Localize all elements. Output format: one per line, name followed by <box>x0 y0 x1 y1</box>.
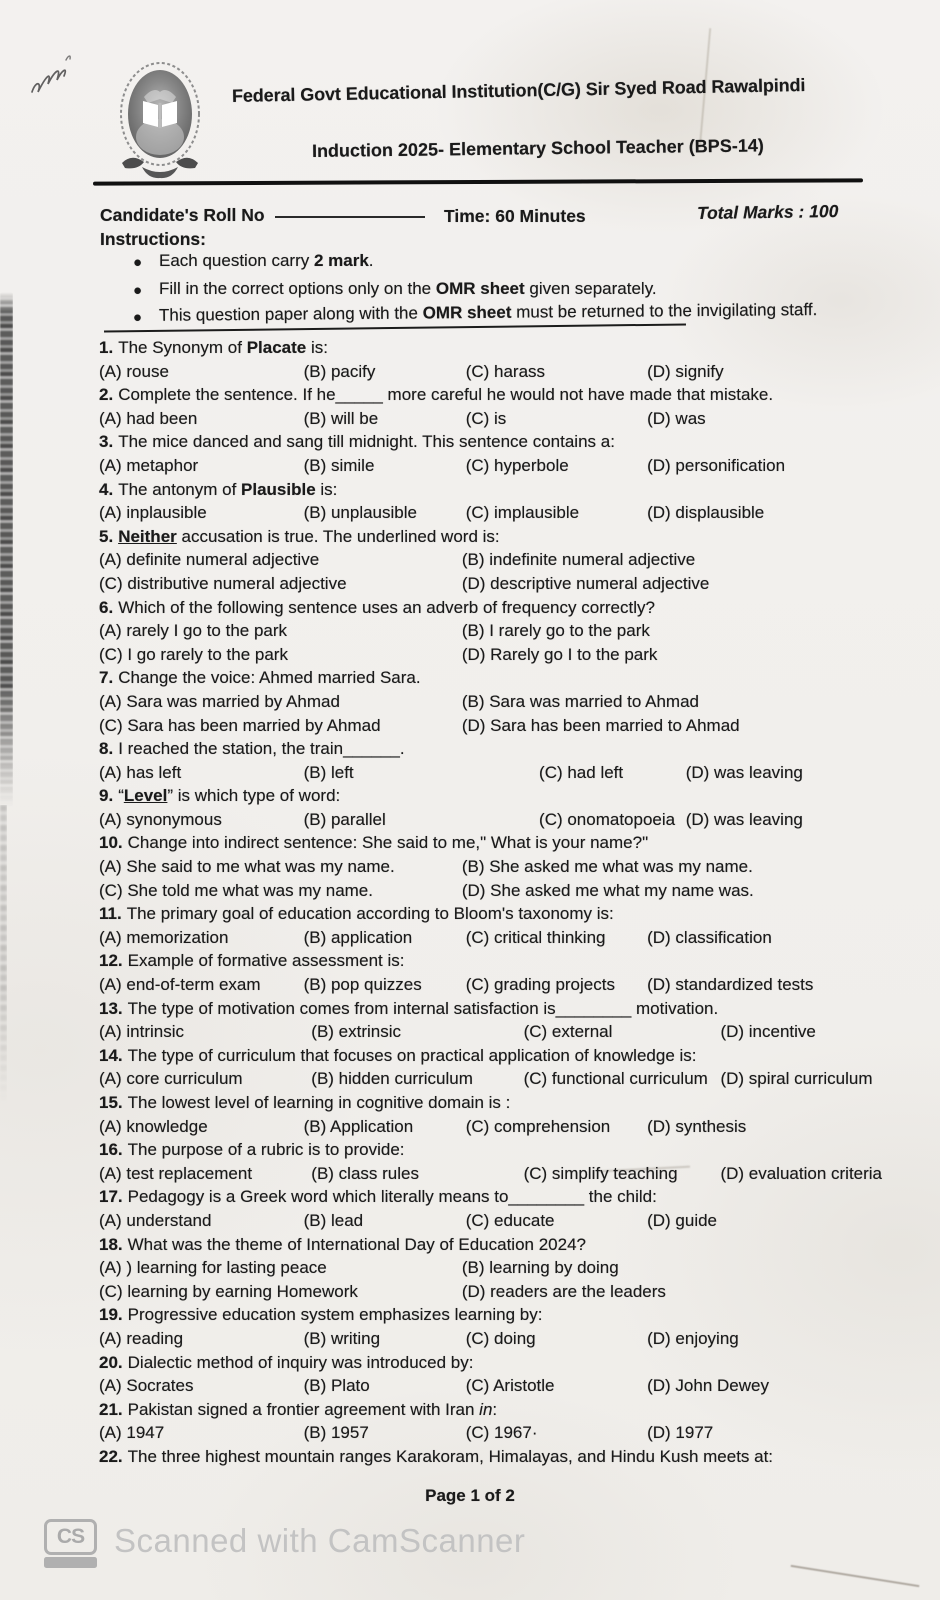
question-number: 21. <box>99 1399 123 1419</box>
question <box>99 902 871 949</box>
text-segment: is: <box>315 479 338 499</box>
option: (C) 1967· <box>465 1423 538 1443</box>
text-segment: Pakistan signed a frontier agreement with Iran <box>127 1399 480 1419</box>
option: (C) comprehension <box>465 1116 611 1136</box>
option: (C) external <box>523 1022 613 1042</box>
text-segment: I reached the station, the train______. <box>118 739 405 759</box>
text-segment: ” is which type of word: <box>167 786 341 806</box>
option: (B) Sara was married to Ahmad <box>461 691 699 711</box>
option: (B) class rules <box>311 1163 419 1183</box>
option: (D) synthesis <box>647 1116 747 1136</box>
question-number: 19. <box>99 1305 123 1325</box>
instruction-text <box>159 279 657 299</box>
option: (C) is <box>465 408 507 428</box>
text-segment: Complete the sentence. If he_____ more careful he would not have made that mistake. <box>118 385 774 405</box>
text-segment: This question paper along with the <box>158 303 423 325</box>
option-row <box>99 1162 883 1186</box>
bullet-dot-icon: ● <box>133 281 143 299</box>
option: (A) had been <box>99 408 198 428</box>
instructions-heading: Instructions: <box>100 229 206 249</box>
page-binding-artifact <box>0 805 7 1105</box>
text-segment: Plausible <box>241 479 316 499</box>
option: (A) Sara was married by Ahmad <box>99 691 340 711</box>
text-segment: The three highest mountain ranges Karakoram, Himalayas, and Hindu Kush meets at: <box>127 1446 774 1466</box>
question <box>99 1044 871 1091</box>
question-text <box>99 1185 871 1209</box>
page-binding-artifact <box>0 292 13 807</box>
question <box>99 1445 871 1469</box>
option: (C) critical thinking <box>465 927 606 947</box>
camscanner-icon <box>44 1519 97 1568</box>
text-segment: Change into indirect sentence: She said to me," What is your name?" <box>127 833 649 853</box>
option: (A) core curriculum <box>99 1069 243 1089</box>
open-book-crest-icon <box>114 57 208 185</box>
option: (D) spiral curriculum <box>720 1069 873 1089</box>
roll-no-blank <box>275 216 425 218</box>
option: (A) ) learning for lasting peace <box>99 1258 327 1278</box>
question-text <box>99 1445 871 1469</box>
text-segment: OMR sheet <box>422 302 512 323</box>
text-segment: 2 mark <box>313 251 369 270</box>
question-text <box>99 997 871 1021</box>
question-number: 9. <box>99 786 114 806</box>
cs-badge-bar <box>44 1557 97 1568</box>
option: (C) had left <box>539 762 624 782</box>
option: (D) readers are the leaders <box>461 1281 666 1301</box>
option: (C) educate <box>465 1210 555 1230</box>
option: (B) lead <box>303 1210 364 1230</box>
question-number: 20. <box>99 1352 123 1372</box>
text-segment: must be returned to the invigilating staff. <box>511 300 818 322</box>
question-number: 11. <box>99 904 122 924</box>
option: (C) doing <box>465 1328 536 1348</box>
instruction-text <box>159 251 374 271</box>
option: (D) John Dewey <box>647 1376 769 1396</box>
option: (C) onomatopoeia <box>539 809 676 829</box>
header-divider <box>93 178 863 185</box>
option: (C) distributive numeral adjective <box>99 573 347 593</box>
option: (A) test replacement <box>99 1163 253 1183</box>
option: (B) learning by doing <box>461 1258 619 1278</box>
text-segment: accusation is true. The underlined word is: <box>176 526 500 546</box>
question-number: 22. <box>99 1446 123 1466</box>
option: (B) application <box>303 927 413 947</box>
option-row <box>99 407 871 431</box>
option: (C) I go rarely to the park <box>99 644 288 664</box>
question-text <box>99 784 871 808</box>
option-row <box>99 1115 871 1139</box>
pen-scribble-mark <box>26 46 90 100</box>
option: (D) classification <box>647 927 772 947</box>
question-text <box>99 902 871 926</box>
question <box>99 1303 871 1350</box>
option: (A) knowledge <box>99 1116 208 1136</box>
text-segment: “ <box>118 786 124 806</box>
question-text <box>99 1351 871 1375</box>
question <box>99 525 871 596</box>
question <box>99 1091 871 1138</box>
question-text <box>99 1233 871 1257</box>
option-row <box>99 973 871 997</box>
question-text <box>99 336 871 360</box>
option: (B) pacify <box>303 361 376 381</box>
option-row <box>99 454 871 478</box>
questions-list <box>99 336 883 1469</box>
roll-no-text: Candidate's Roll No <box>100 205 265 225</box>
text-segment: is: <box>306 338 328 357</box>
option-row <box>99 1020 871 1044</box>
option: (D) She asked me what my name was. <box>461 880 754 900</box>
question-text <box>99 596 871 620</box>
option: (A) rarely I go to the park <box>99 621 288 641</box>
question-number: 17. <box>99 1187 123 1207</box>
option: (B) simile <box>303 455 375 475</box>
option: (B) hidden curriculum <box>311 1069 473 1089</box>
option-row <box>99 690 871 737</box>
question-text <box>99 1398 871 1422</box>
option: (C) Aristotle <box>465 1376 555 1396</box>
option: (A) She said to me what was my name. <box>99 857 395 877</box>
question-text <box>99 430 871 454</box>
option-row <box>99 1421 871 1445</box>
option: (B) 1957 <box>303 1423 369 1443</box>
option-row <box>99 926 871 950</box>
option: (C) hyperbole <box>465 455 569 475</box>
option: (A) synonymous <box>99 809 222 829</box>
option: (D) was leaving <box>685 809 803 829</box>
question-text <box>99 383 871 407</box>
text-segment: The Synonym of <box>118 338 247 357</box>
option-row <box>99 1327 871 1351</box>
question <box>99 383 871 430</box>
option: (D) personification <box>647 455 786 475</box>
question-text <box>99 1091 871 1115</box>
option-row <box>99 619 871 666</box>
question-number: 2. <box>99 385 114 405</box>
exam-title: Induction 2025- Elementary School Teacher (BPS-14) <box>311 135 764 161</box>
text-segment: Which of the following sentence uses an adverb of frequency correctly? <box>118 597 655 617</box>
question <box>99 737 871 784</box>
instruction-bullet <box>133 251 873 274</box>
question-number: 1. <box>99 338 114 357</box>
option: (A) 1947 <box>99 1423 165 1443</box>
question <box>99 997 871 1044</box>
time-label: Time: 60 Minutes <box>444 206 586 226</box>
option: (A) definite numeral adjective <box>99 550 320 570</box>
option: (D) 1977 <box>647 1423 714 1443</box>
paper-crease <box>791 1565 920 1587</box>
institution-name: Federal Govt Educational Institution(C/G) Sir Syed Road Rawalpindi <box>231 74 806 106</box>
option: (A) end-of-term exam <box>99 975 261 995</box>
option: (B) writing <box>303 1328 381 1348</box>
question-number: 10. <box>99 833 123 853</box>
option-row <box>99 501 871 525</box>
instruction-bullet <box>133 300 873 329</box>
option-row <box>99 548 871 595</box>
question-number: 14. <box>99 1045 123 1065</box>
option-row <box>99 808 871 832</box>
page-number: Page 1 of 2 <box>425 1486 515 1505</box>
option: (D) Sara has been married to Ahmad <box>461 715 740 735</box>
text-segment: Fill in the correct options only on the <box>159 278 436 298</box>
question <box>99 831 871 902</box>
text-segment: Level <box>123 786 168 806</box>
camscanner-watermark <box>44 1519 525 1568</box>
question-text <box>99 737 871 761</box>
option-row <box>99 1067 871 1091</box>
question-number: 16. <box>99 1140 123 1160</box>
question-text <box>99 1044 871 1068</box>
option: (B) parallel <box>303 809 386 829</box>
text-segment: Progressive education system emphasizes learning by: <box>127 1305 543 1325</box>
question-text <box>99 1138 871 1162</box>
bullet-dot-icon: ● <box>133 254 143 271</box>
option: (D) was <box>647 408 706 428</box>
option: (A) memorization <box>99 927 229 947</box>
option-row <box>99 1209 871 1233</box>
option: (B) will be <box>303 408 379 428</box>
option-row <box>99 855 871 902</box>
question-number: 3. <box>99 432 114 452</box>
option-row <box>99 1256 871 1303</box>
bullet-dot-icon: ● <box>132 308 143 326</box>
option: (D) signify <box>647 361 724 381</box>
question-number: 5. <box>99 526 114 546</box>
institution-logo <box>114 57 208 185</box>
question-number: 15. <box>99 1093 123 1112</box>
option: (B) unplausible <box>303 503 417 523</box>
option: (D) incentive <box>720 1022 816 1042</box>
instructions-list <box>133 251 873 334</box>
question-text <box>99 666 871 690</box>
option: (B) indefinite numeral adjective <box>461 550 696 570</box>
option: (C) simplify teaching <box>523 1163 678 1183</box>
option: (C) harass <box>465 361 546 381</box>
instruction-text <box>159 300 817 326</box>
option: (B) She asked me what was my name. <box>461 857 753 877</box>
option: (D) guide <box>647 1210 718 1230</box>
question <box>99 666 871 737</box>
question-number: 6. <box>99 597 114 617</box>
text-segment: Pedagogy is a Greek word which literally means to________ the child: <box>127 1187 657 1207</box>
text-segment: OMR sheet <box>435 278 525 298</box>
total-marks-label: Total Marks : 100 <box>696 201 839 223</box>
option: (A) reading <box>99 1328 184 1348</box>
option: (C) Sara has been married by Ahmad <box>99 715 381 735</box>
text-segment: The mice danced and sang till midnight. This sentence contains a: <box>118 432 615 452</box>
question <box>99 478 871 525</box>
text-segment: The type of curriculum that focuses on practical application of knowledge is: <box>127 1045 697 1065</box>
option: (B) Plato <box>303 1376 370 1396</box>
text-segment: Example of formative assessment is: <box>127 951 405 971</box>
question <box>99 949 871 996</box>
text-segment: Neither <box>118 526 177 546</box>
question <box>99 784 871 831</box>
question <box>99 1138 883 1185</box>
option: (C) She told me what was my name. <box>99 880 373 900</box>
text-segment: : <box>492 1399 498 1419</box>
question-text <box>99 831 871 855</box>
question <box>99 1233 871 1304</box>
option-row <box>99 761 871 785</box>
question <box>99 596 871 667</box>
option: (A) has left <box>99 762 182 782</box>
option-row <box>99 360 871 384</box>
option: (A) Socrates <box>99 1376 194 1396</box>
question-number: 4. <box>99 479 114 499</box>
text-segment: Each question carry <box>159 251 314 270</box>
option: (C) grading projects <box>465 975 615 995</box>
option: (C) implausible <box>465 503 580 523</box>
roll-no-label <box>100 205 425 226</box>
option: (D) enjoying <box>647 1328 739 1348</box>
option: (A) inplausible <box>99 503 207 523</box>
text-segment: given separately. <box>524 278 657 298</box>
text-segment: The antonym of <box>118 479 242 499</box>
camscanner-label: Scanned with CamScanner <box>114 1522 526 1559</box>
question <box>99 1351 871 1398</box>
option: (C) learning by earning Homework <box>99 1281 358 1301</box>
cs-badge-letters: CS <box>56 1525 85 1548</box>
text-segment: . <box>368 251 374 270</box>
question <box>99 430 871 477</box>
text-segment: Change the voice: Ahmed married Sara. <box>118 668 421 688</box>
question-number: 18. <box>99 1234 123 1254</box>
option: (B) Application <box>303 1116 414 1136</box>
option: (C) functional curriculum <box>523 1069 708 1089</box>
option: (B) pop quizzes <box>303 975 422 995</box>
text-segment: in <box>479 1399 493 1419</box>
option: (B) left <box>303 762 354 782</box>
question-text <box>99 949 871 973</box>
question-text <box>99 525 871 549</box>
option: (D) displausible <box>647 503 765 523</box>
text-segment: The primary goal of education according to Bloom's taxonomy is: <box>126 904 614 924</box>
question-number: 7. <box>99 668 114 688</box>
question-text <box>99 478 871 502</box>
option: (A) rouse <box>99 361 169 381</box>
text-segment: The purpose of a rubric is to provide: <box>127 1140 405 1160</box>
option-row <box>99 1374 871 1398</box>
text-segment: Placate <box>246 338 307 357</box>
question-number: 12. <box>99 951 123 971</box>
question-number: 8. <box>99 739 114 759</box>
text-segment: The type of motivation comes from internal satisfaction is________ motivation. <box>127 998 719 1018</box>
option: (D) standardized tests <box>647 975 814 995</box>
text-segment: The lowest level of learning in cognitive domain is : <box>127 1093 511 1112</box>
option: (A) intrinsic <box>99 1022 185 1042</box>
instruction-bullet <box>133 279 873 302</box>
option: (A) understand <box>99 1210 212 1230</box>
question <box>99 1185 871 1232</box>
question-number: 13. <box>99 998 123 1018</box>
option: (D) evaluation criteria <box>720 1163 883 1183</box>
text-segment: What was the theme of International Day of Education 2024? <box>127 1234 586 1254</box>
question <box>99 1398 871 1445</box>
option: (D) Rarely go I to the park <box>461 644 658 664</box>
option: (B) extrinsic <box>311 1022 402 1042</box>
text-segment: Dialectic method of inquiry was introduced by: <box>127 1352 474 1372</box>
question <box>99 336 871 383</box>
question-text <box>99 1303 871 1327</box>
option: (D) was leaving <box>685 762 803 782</box>
option: (B) I rarely go to the park <box>461 621 650 641</box>
option: (A) metaphor <box>99 455 199 475</box>
option: (D) descriptive numeral adjective <box>461 573 710 593</box>
